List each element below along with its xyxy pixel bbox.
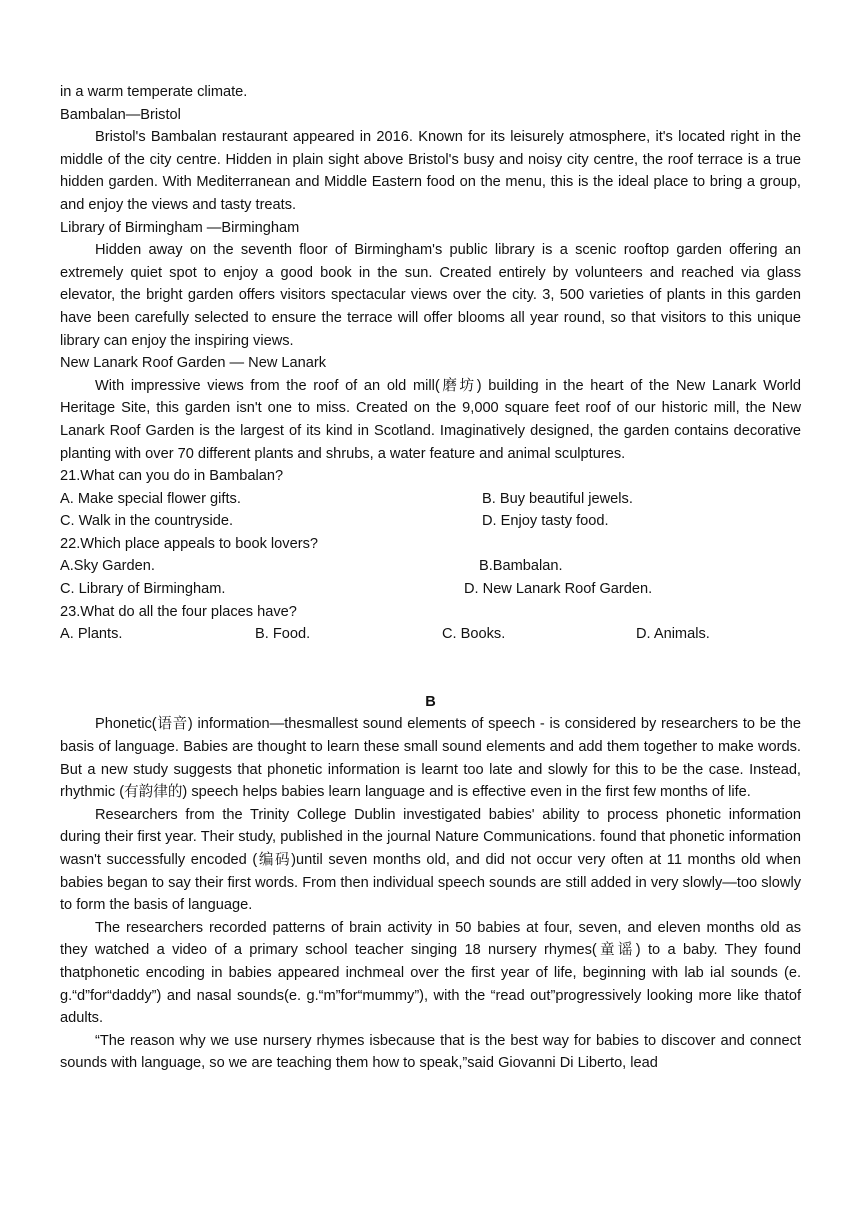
question-22-option-c: C. Library of Birmingham. (60, 581, 226, 598)
question-23-option-b: B. Food. (255, 626, 311, 643)
passage-b-paragraph-1: Phonetic(语音) information—thesmallest sound elements of speech - is considered by researchers to be the basis of language. Babies are thought to learn these small sound elements and add them together to make words. But a new study suggests that phonetic information is learnt too late and slowly for this to be the case. Instead, rhythmic (有韵律的) speech helps babies learn language and is effective even in the first few months of life. (60, 716, 801, 801)
question-21-option-d: D. Enjoy tasty food. (482, 513, 609, 530)
question-22-options-row-2 (60, 578, 801, 601)
exam-page (60, 81, 801, 1075)
section-heading-library: Library of Birmingham —Birmingham (60, 219, 300, 236)
question-21-option-b: B. Buy beautiful jewels. (482, 490, 633, 507)
section-body-library: Hidden away on the seventh floor of Birmingham's public library is a scenic rooftop garden offering an extremely quiet spot to enjoy a good book in the sun. Created entirely by volunteers and reached via glass elevator, the bright garden offers visitors spectacular views over the city. 3, 500 varieties of plants in this garden have been carefully selected to ensure the terrace will offer blooms all year round, so that visitors to this unique library can enjoy the inspiring views. (60, 242, 801, 349)
question-22-option-d: D. New Lanark Roof Garden. (464, 581, 653, 598)
question-23-option-d: D. Animals. (636, 626, 710, 643)
question-21-options-row-2 (60, 510, 801, 533)
question-21-option-c: C. Walk in the countryside. (60, 513, 234, 530)
section-body-new-lanark: With impressive views from the roof of an old mill(磨坊) building in the heart of the New Lanark World Heritage Site, this garden isn't one to miss. Created on the 9,000 square feet roof of our historic mill, the New Lanark Roof Garden is the largest of its kind in Scotland. Imaginatively designed, the garden contains decorative planting with over 70 different plants and shrubs, a water feature and animal sculptures. (60, 377, 801, 462)
question-23-option-c: C. Books. (442, 626, 506, 643)
section-heading-new-lanark: New Lanark Roof Garden — New Lanark (60, 355, 327, 372)
question-21-option-a: A. Make special flower gifts. (60, 490, 241, 507)
question-22-options-row-1 (60, 555, 801, 578)
passage-a-intro-tail: in a warm temperate climate. (60, 84, 248, 100)
question-23-option-a: A. Plants. (60, 626, 123, 643)
question-23-stem: 23.What do all the four places have? (60, 603, 297, 620)
passage-b-paragraph-2: Researchers from the Trinity College Dublin investigated babies' ability to process phonetic information during their first year. Their study, published in the journal Nature Communications. found that phonetic information wasn't successfully encoded (编码)until seven months old, and did not occur very often at 11 months old when babies began to say their first words. From then individual speech sounds are still added in very slowly—too slowly to form the basis of language. (60, 806, 801, 914)
section-body-bambalan: Bristol's Bambalan restaurant appeared in 2016. Known for its leisurely atmosphere, it's located right in the middle of the city centre. Hidden in plain sight above Bristol's busy and noisy city centre, the roof terrace is a true hidden garden. With Mediterranean and Middle Eastern food on the menu, this is the ideal place to bring a group, and enjoy the views and tasty treats. (60, 129, 801, 213)
question-22-option-a: A.Sky Garden. (60, 558, 155, 575)
question-22-option-b: B.Bambalan. (479, 558, 563, 575)
question-22-stem: 22.Which place appeals to book lovers? (60, 535, 318, 552)
passage-b-paragraph-3: The researchers recorded patterns of brain activity in 50 babies at four, seven, and eleven months old as they watched a video of a primary school teacher singing 18 nursery rhymes(童谣) to a baby. They found thatphonetic encoding in babies appeared inchmeal over the first year of life, beginning with lab ial sounds (e. g.“d”for“daddy”) and nasal sounds(e. g.“m”for“mummy”), with the “read out”progressively looking more like thatof adults. (60, 919, 801, 1027)
question-21-stem: 21.What can you do in Bambalan? (60, 468, 284, 485)
question-23-options-row (60, 623, 801, 646)
passage-b-title: B (425, 693, 436, 710)
section-spacer (60, 646, 801, 691)
question-21-options-row-1 (60, 488, 801, 511)
passage-b-paragraph-4: “The reason why we use nursery rhymes isbecause that is the best way for babies to discover and connect sounds with language, so we are teaching them how to speak,”said Giovanni Di Liberto, lead (60, 1032, 801, 1072)
section-heading-bambalan: Bambalan—Bristol (60, 106, 181, 123)
